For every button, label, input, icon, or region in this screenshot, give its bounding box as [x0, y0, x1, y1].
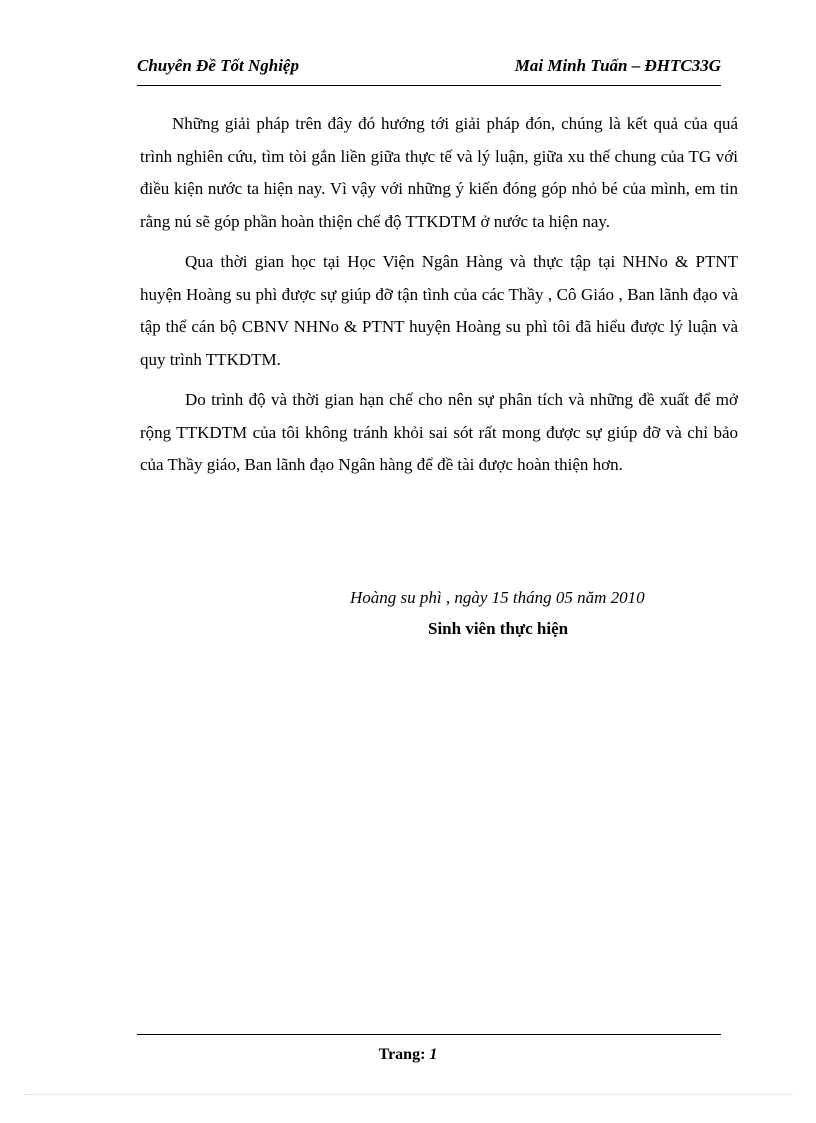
- signature-date-line: Hoàng su phì , ngày 15 tháng 05 năm 2010: [350, 588, 645, 607]
- page-footer: [0, 1046, 816, 1064]
- page-header: [137, 56, 721, 86]
- footer-page-number: 1: [429, 1046, 438, 1063]
- header-document-type: Chuyên Đề Tốt Nghiệp: [137, 56, 299, 75]
- signature-block: [350, 585, 690, 642]
- paragraph-acknowledgement: Qua thời gian học tại Học Viện Ngân Hàng và thực tập tại NHNo & PTNT huyện Hoàng su phì được sự giúp đỡ tận tình của các Thầy , Cô Giáo , Ban lãnh đạo và tập thể cán bộ CBNV NHNo & PTNT huyện Hoàng su phì tôi đã hiểu được lý luận và quy trình TTKDTM.: [140, 252, 738, 369]
- footer-page-label: Trang:: [378, 1046, 426, 1063]
- header-divider: [137, 85, 721, 86]
- paragraph-conclusion: Những giải pháp trên đây đó hướng tới giải pháp đón, chúng là kết quả của quá trình nghiên cứu, tìm tòi gắn liền giữa thực tế và lý luận, giữa xu thế chung của TG với điều kiện nước ta hiện nay. Vì vậy với những ý kiến đóng góp nhỏ bé của mình, em tin rằng nú sẽ góp phần hoàn thiện chế độ TTKDTM ở nước ta hiện nay.: [140, 114, 738, 231]
- footer-divider: [137, 1034, 721, 1035]
- signature-role: Sinh viên thực hiện: [428, 619, 569, 638]
- paragraph-limitations: Do trình độ và thời gian hạn chế cho nên sự phân tích và những đề xuất để mở rộng TTKDTM của tôi không tránh khỏi sai sót rất mong được sự giúp đỡ và chỉ bảo của Thầy giáo, Ban lãnh đạo Ngân hàng để đề tài được hoàn thiện hơn.: [140, 390, 738, 474]
- document-body: [140, 108, 738, 490]
- header-author: Mai Minh Tuấn – ĐHTC33G: [514, 56, 721, 75]
- page-bottom-edge: [24, 1094, 794, 1095]
